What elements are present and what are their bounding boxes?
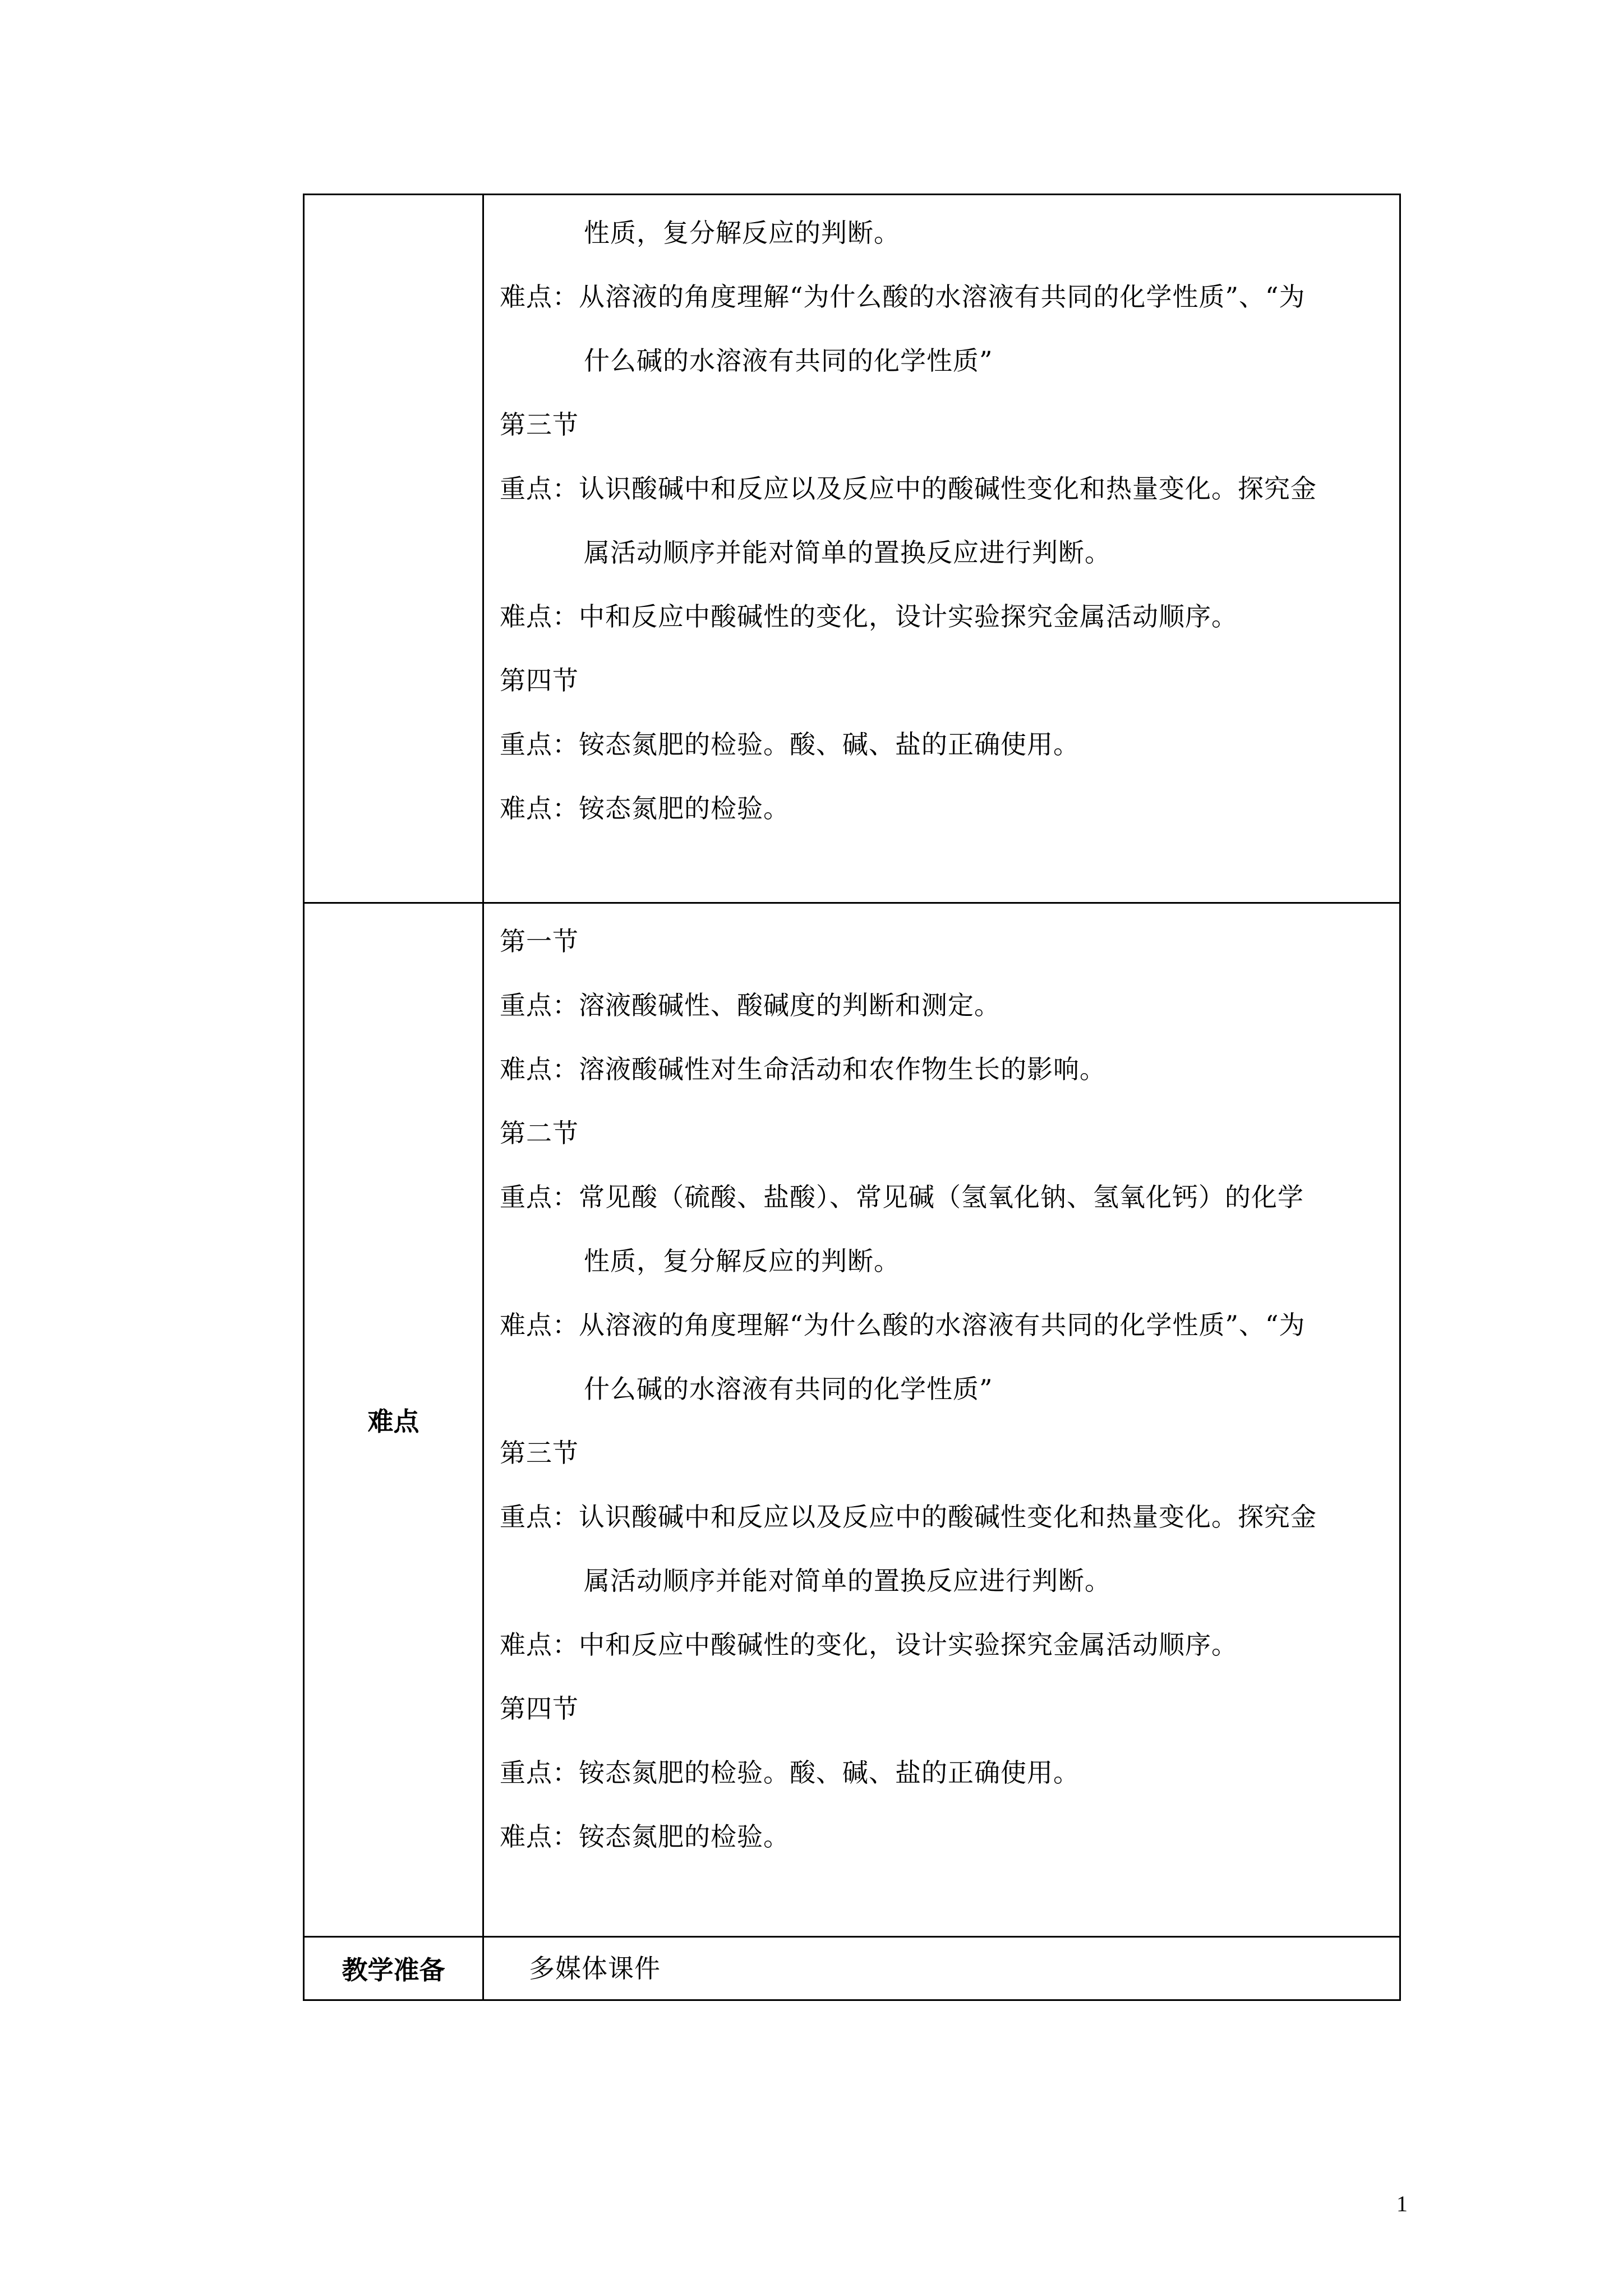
preparation-value: 多媒体课件: [529, 1953, 661, 1984]
continued-content-cell: [483, 195, 1400, 903]
text-line: 重点：常见酸（硫酸、盐酸）、常见碱（氢氧化钠、氢氧化钙）的化学: [500, 1182, 1304, 1212]
section-heading: 第一节: [500, 926, 579, 956]
text-line: 难点：溶液酸碱性对生命活动和农作物生长的影响。: [500, 1054, 1106, 1084]
text-line: 难点：从溶液的角度理解“为什么酸的水溶液有共同的化学性质”、“为: [500, 1310, 1306, 1340]
text-line: 重点：认识酸碱中和反应以及反应中的酸碱性变化和热量变化。探究金: [500, 473, 1317, 504]
table-row-difficulty: [304, 903, 1400, 1937]
text-line: 什么碱的水溶液有共同的化学性质”: [584, 346, 993, 376]
difficulty-label: 难点: [304, 903, 483, 1937]
text-line: 难点：铵态氮肥的检验。: [500, 1821, 790, 1852]
text-line: 难点：中和反应中酸碱性的变化，设计实验探究金属活动顺序。: [500, 601, 1238, 632]
text-line: 性质，复分解反应的判断。: [584, 1246, 900, 1276]
text-line: 属活动顺序并能对简单的置换反应进行判断。: [584, 537, 1111, 568]
section-heading: 第四节: [500, 665, 579, 696]
empty-label-cell: [304, 195, 483, 903]
text-line: 重点：铵态氮肥的检验。酸、碱、盐的正确使用。: [500, 1757, 1080, 1788]
difficulty-content-cell: [483, 903, 1400, 1937]
lesson-plan-table: [303, 194, 1401, 2001]
section-heading: 第三节: [500, 409, 579, 440]
text-line: 难点：中和反应中酸碱性的变化，设计实验探究金属活动顺序。: [500, 1630, 1238, 1660]
text-line: 重点：溶液酸碱性、酸碱度的判断和测定。: [500, 990, 1000, 1020]
preparation-content-cell: [483, 1937, 1400, 2000]
text-line: 难点：铵态氮肥的检验。: [500, 793, 790, 823]
preparation-label: 教学准备: [304, 1937, 483, 2000]
text-line: 什么碱的水溶液有共同的化学性质”: [584, 1374, 993, 1404]
page-number: 1: [1396, 2191, 1408, 2216]
text-line: 重点：铵态氮肥的检验。酸、碱、盐的正确使用。: [500, 729, 1080, 760]
table-row-preparation: [304, 1937, 1400, 2000]
table-row-continued: [304, 195, 1400, 903]
section-heading: 第三节: [500, 1438, 579, 1468]
text-line: 属活动顺序并能对简单的置换反应进行判断。: [584, 1566, 1111, 1596]
text-line: 重点：认识酸碱中和反应以及反应中的酸碱性变化和热量变化。探究金: [500, 1502, 1317, 1532]
section-heading: 第二节: [500, 1118, 579, 1148]
section-heading: 第四节: [500, 1694, 579, 1724]
text-line: 难点：从溶液的角度理解“为什么酸的水溶液有共同的化学性质”、“为: [500, 282, 1306, 312]
text-line: 性质，复分解反应的判断。: [584, 218, 900, 248]
